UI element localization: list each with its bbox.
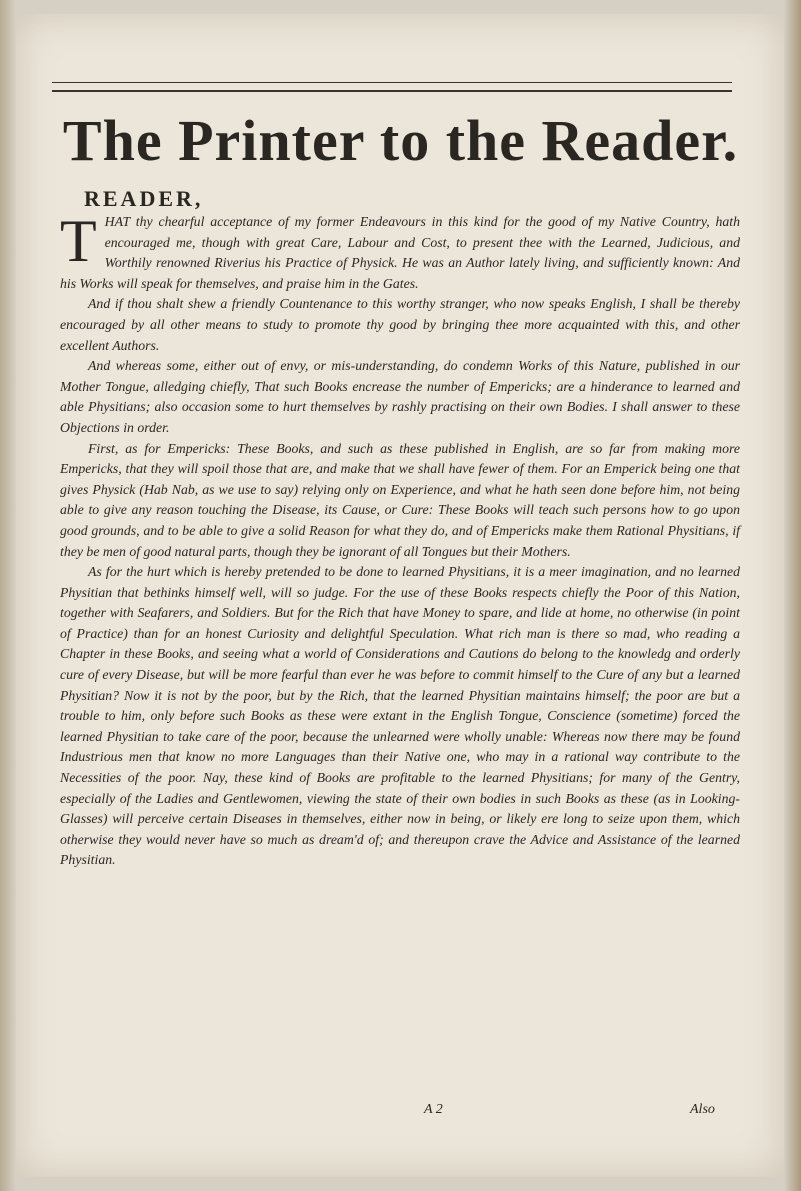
paragraph-4: First, as for Empericks: These Books, and such as these published in English, are so far from making more Empericks, that they will spoil those that are, and make that we shall have fewer of them. For an Emperick being one that gives Physick (Hab Nab, as we use to say) relying only on Experience, and what he hath seen done before him, not being able to give any reason touching the Disease, its Cause, or Cure: These Books will teach such persons how to go upon good grounds, and to be able to give a solid Reason for what they do, and of Empericks make them Rational Physitians, if they be men of good natural parts, though they be ignorant of all Tongues but their Mothers. bbox=[60, 440, 740, 559]
signature-mark: A 2 bbox=[424, 1102, 443, 1117]
page-title: The Printer to the Reader. bbox=[62, 108, 739, 173]
header-rule-thick bbox=[52, 90, 732, 92]
header-rule-thin bbox=[52, 82, 732, 83]
paragraph-1 bbox=[60, 208, 740, 294]
paragraph-text: HAT thy chearful acceptance of my former Endeavours in this kind for the good of my Native Country, hath encouraged me, though with great Care, Labour and Cost, to present thee with the Learned, Judicious, and Worthily renowned Riverius his Practice of Physick. He was an Author lately living, and sufficiently known: And his Works will speak for themselves, and praise him in the Gates. bbox=[60, 214, 740, 291]
paragraph-3: And whereas some, either out of envy, or mis-understanding, do condemn Works of this Nature, published in our Mother Tongue, alledging chiefly, That such Books encrease the number of Empericks; are a hinderance to learned and able Physitians; also occasion some to hurt themselves by rashly practising on their own Bodies. I shall answer to these Objections in order. bbox=[60, 358, 740, 435]
salutation: READER, bbox=[84, 186, 204, 211]
drop-cap: T bbox=[60, 208, 97, 274]
paragraph-2: And if thou shalt shew a friendly Countenance to this worthy stranger, who now speaks English, I shall be thereby encouraged by all other means to study to promote thy good by bringing thee more acquainted with this, and other excellent Authors. bbox=[60, 296, 740, 353]
page-edge-right bbox=[784, 0, 801, 1191]
paragraph-5: As for the hurt which is hereby pretended to be done to learned Physitians, it is a meer imagination, and no learned Physitian that bethinks himself well, will so judge. For the use of these Books respects chiefly the Poor of this Nation, together with Seafarers, and Soldiers. But for the Rich that have Money to spare, and lide at home, no otherwise (in point of Practice) than for an honest Curiosity and delightful Speculation. What rich man is there so mad, who reading a Chapter in these Books, and seeing what a world of Considerations and Cautions do belong to the knowledg and orderly cure of every Disease, but will be more fearful than ever he was before to commit himself to the Cure of any but a learned Physitian? Now it is not by the poor, but by the Rich, that the learned Physitian maintains himself; the poor are but a trouble to him, only before such Books as these were extant in the English Tongue, Conscience (sometime) forced the learned Physitian to take care of the poor, because the unlearned were wholly unable: Whereas now there may be found Industrious men that know no more Languages than their Native one, who may in a rational way contribute to the Necessities of the poor. Nay, these kind of Books are profitable to the learned Physitians; for many of the Gentry, especially of the Ladies and Gentlewomen, viewing the state of their own bodies in such Books as these (as in Looking-Glasses) will perceive certain Diseases in themselves, either now in being, or likely ere long to seize upon them, which otherwise they would never have so much as dream'd of; and thereupon crave the Advice and Assistance of the learned Physitian. bbox=[60, 564, 740, 868]
catchword: Also bbox=[690, 1102, 715, 1117]
binding-shadow-left bbox=[0, 0, 16, 1191]
body-text bbox=[60, 208, 740, 871]
